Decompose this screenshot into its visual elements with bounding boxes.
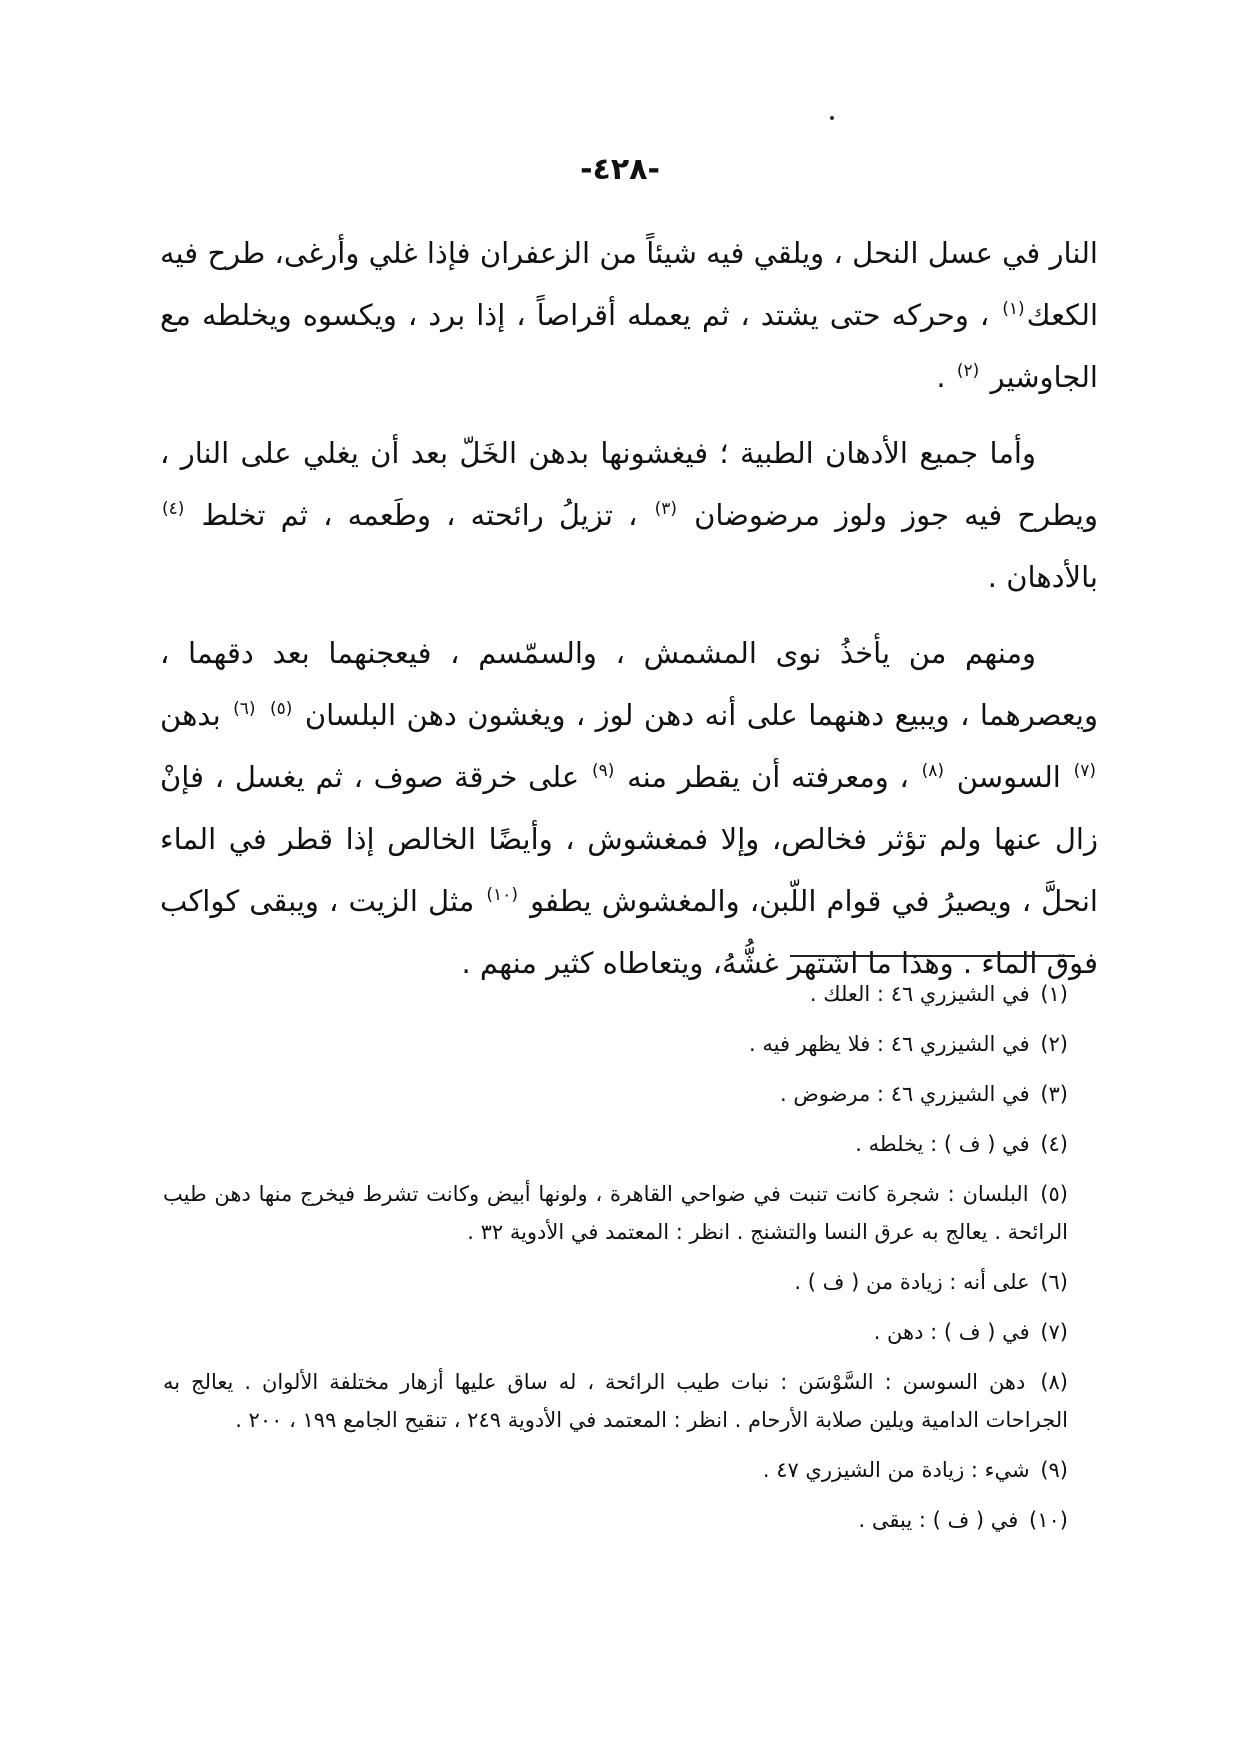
main-text: [160, 222, 1098, 1008]
footnotes-section: [163, 975, 1098, 1551]
footnote-item: [163, 1175, 1098, 1251]
footnote-item: [163, 1451, 1098, 1489]
footnote-text: في الشيزري ٤٦ : العلك .: [809, 982, 1030, 1006]
footnote-marker: (٣): [654, 499, 677, 520]
footnote-item: [163, 1501, 1098, 1539]
footnote-text: دهن السوسن : السَّوْسَن : نبات طيب الرائحة ، له ساق عليها أزهار مختلفة الألوان . يعالج به الجراحات الدامية ويلين صلابة الأرحام . انظر : المعتمد في الأدوية ٢٤٩ ، تنقيح الجامع ١٩٩ ، ٢٠٠ .: [163, 1370, 1068, 1432]
footnote-item: [163, 1363, 1098, 1439]
text-run: ومنهم من يأخذُ نوى المشمش ، والسمّسم ، فيعجنهما بعد دقهما ، ويعصرهما ، ويبيع دهنهما على أنه دهن لوز ، ويغشون دهن البلسان: [160, 636, 1098, 732]
text-run: [258, 698, 268, 732]
footnote-number: (٨): [1040, 1370, 1068, 1394]
footnote-number: (٤): [1040, 1132, 1068, 1156]
text-run: على خرقة صوف ، ثم يغسل ، فإنْ زال عنها ولم تؤثر فخالص، وإلا فمغشوش ، وأيضًا الخالص إذا قطر في الماء انحلَّ ، ويصيرُ في قوام اللّبن، والمغشوش يطفو: [160, 760, 1098, 918]
footnote-text: في ( ف ) : دهن .: [873, 1320, 1030, 1344]
footnote-item: [163, 1313, 1098, 1351]
footnote-number: (٦): [1040, 1270, 1068, 1294]
footnote-text: في ( ف ) : يبقى .: [858, 1508, 1019, 1532]
footnote-text: في الشيزري ٤٦ : فلا يظهر فيه .: [749, 1032, 1030, 1056]
text-run: وأما جميع الأدهان الطبية ؛ فيغشونها بدهن الخَلّ بعد أن يغلي على النار ، ويطرح فيه جوز ولوز مرضوضان: [160, 436, 1098, 532]
footnote-number: (٢): [1040, 1032, 1068, 1056]
paragraph: [160, 422, 1098, 608]
footnote-text: على أنه : زيادة من ( ف ) .: [794, 1270, 1030, 1294]
footnote-item: [163, 1075, 1098, 1113]
paragraph: [160, 222, 1098, 408]
footnote-text: في الشيزري ٤٦ : مرضوض .: [780, 1082, 1030, 1106]
footnote-item: [163, 1025, 1098, 1063]
footnote-marker: (١٠): [486, 885, 518, 906]
text-run: مثل الزيت ، ويبقى كواكب فوق الماء . وهذا ما اشتهر غشُّهُ، ويتعاطاه كثير منهم .: [160, 884, 1098, 980]
text-run: بدهن: [160, 698, 232, 732]
paragraph: [160, 622, 1098, 994]
footnote-number: (٩): [1040, 1458, 1068, 1482]
footnote-number: (١): [1040, 982, 1068, 1006]
footnote-marker: (٧): [1073, 761, 1096, 782]
footnote-number: (١٠): [1029, 1508, 1068, 1532]
footnote-marker: (٨): [921, 761, 944, 782]
footnote-text: في ( ف ) : يخلطه .: [855, 1132, 1030, 1156]
footnote-marker: (٤): [162, 499, 185, 520]
footnote-item: [163, 1125, 1098, 1163]
footnote-item: [163, 975, 1098, 1013]
text-run: النار في عسل النحل ، ويلقي فيه شيئاً من الزعفران فإذا غلي وأرغى، طرح فيه الكعك: [160, 236, 1098, 332]
text-run: ، ومعرفته أن يقطر منه: [616, 760, 920, 794]
text-run: بالأدهان .: [987, 560, 1098, 594]
footnote-separator: [790, 955, 1075, 957]
text-run: السوسن: [945, 760, 1072, 794]
text-run: ، تزيلُ رائحته ، وطَعمه ، ثم تخلط: [186, 498, 653, 532]
footnote-number: (٧): [1040, 1320, 1068, 1344]
text-run: .: [936, 360, 955, 394]
footnote-marker: (٦): [233, 699, 256, 720]
footnote-marker: (٩): [591, 761, 615, 782]
page-number: -٤٢٨-: [580, 152, 660, 187]
footnote-number: (٣): [1040, 1082, 1068, 1106]
footnote-item: [163, 1263, 1098, 1301]
text-run: ، وحركه حتى يشتد ، ثم يعمله أقراصاً ، إذا برد ، ويكسوه ويخلطه مع الجاوشير: [160, 298, 1098, 394]
footnote-marker: (٥): [269, 699, 293, 720]
footnote-text: شيء : زيادة من الشيزري ٤٧ .: [762, 1458, 1030, 1482]
footnote-text: البلسان : شجرة كانت تنبت في ضواحي القاهرة ، ولونها أبيض وكانت تشرط فيخرج منها دهن طيب الرائحة . يعالج به عرق النسا والتشنج . انظر : المعتمد في الأدوية ٣٢ .: [163, 1182, 1068, 1244]
footnote-marker: (٢): [956, 361, 980, 382]
footnote-marker: (١): [1002, 299, 1025, 320]
footnote-number: (٥): [1040, 1182, 1068, 1206]
page-speck: [830, 116, 834, 120]
